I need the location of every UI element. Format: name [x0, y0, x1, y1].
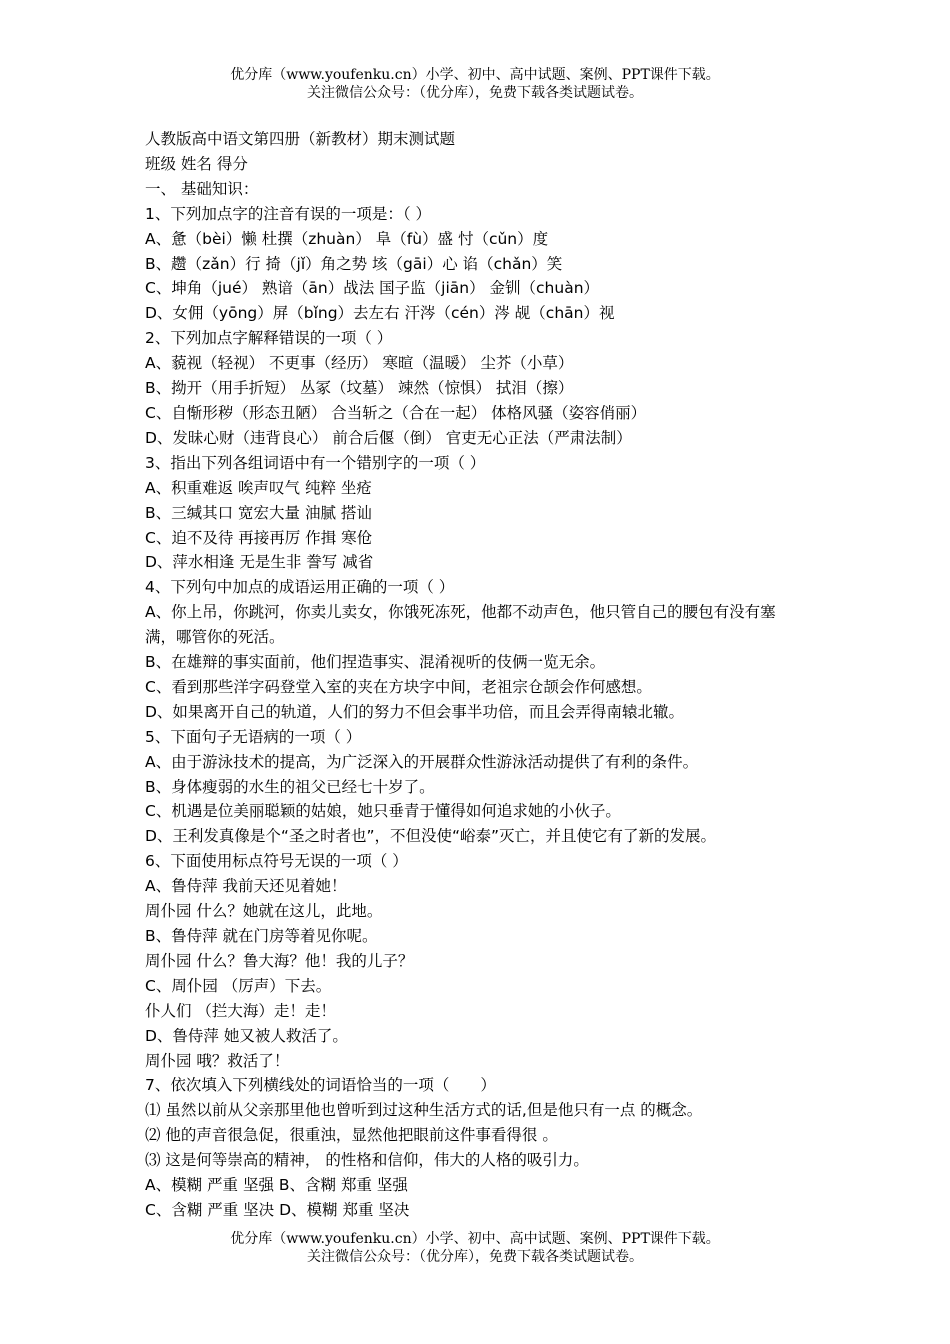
- question-3-stem: 3、指出下列各组词语中有一个错别字的一项（ ）: [145, 453, 486, 472]
- question-5-option-c: C、机遇是位美丽聪颖的姑娘，她只垂青于懂得如何追求她的小伙子。: [145, 802, 621, 821]
- question-7-sentence-1: ⑴ 虽然以前从父亲那里他也曾听到过这种生活方式的话,但是他只有一点 的概念。: [145, 1101, 703, 1120]
- question-6-option-c-line-2: 仆人们 （拦大海）走！走！: [145, 1001, 336, 1020]
- question-4-option-c: C、看到那些洋字码登堂入室的夹在方块字中间，老祖宗仓颉会作何感想。: [145, 677, 652, 696]
- question-6-option-d-line-1: D、鲁侍萍 她又被人救活了。: [145, 1026, 348, 1045]
- question-4-stem: 4、下列句中加点的成语运用正确的一项（ ）: [145, 578, 455, 597]
- question-6-option-a-line-2: 周仆园 什么？她就在这儿，此地。: [145, 902, 383, 921]
- document-body: [145, 127, 805, 1223]
- question-3-option-b: B、三缄其口 宽宏大量 油腻 搭讪: [145, 503, 372, 522]
- section-heading: 一、 基础知识：: [145, 179, 259, 198]
- header-line-1: 优分库（www.youfenku.cn）小学、初中、高中试题、案例、PPT课件下载。: [230, 67, 720, 83]
- question-5-option-a: A、由于游泳技术的提高，为广泛深入的开展群众性游泳活动提供了有利的条件。: [145, 752, 699, 771]
- footer-line-1: 优分库（www.youfenku.cn）小学、初中、高中试题、案例、PPT课件下载。: [230, 1231, 720, 1247]
- question-1-stem: 1、下列加点字的注音有误的一项是：（ ）: [145, 204, 432, 223]
- question-4-option-a: A、你上吊，你跳河，你卖儿卖女，你饿死冻死，他都不动声色，他只管自己的腰包有没有塞满，哪管你的死活。: [145, 603, 776, 647]
- question-3-option-d: D、萍水相逢 无是生非 誊写 减省: [145, 553, 374, 572]
- question-6-option-b-line-2: 周仆园 什么？鲁大海？他！我的儿子？: [145, 951, 414, 970]
- question-5-stem: 5、下面句子无语病的一项（ ）: [145, 727, 362, 746]
- footer-line-2: 关注微信公众号：（优分库），免费下载各类试题试卷。: [307, 1249, 643, 1265]
- question-4-option-d: D、如果离开自己的轨道，人们的努力不但会事半功倍，而且会弄得南辕北辙。: [145, 702, 684, 721]
- question-2-stem: 2、下列加点字解释错误的一项（ ）: [145, 329, 393, 348]
- question-1-option-d: D、女佣（yōng）屏（bǐng）去左右 汗涔（cén）涔 觇（chān）视: [145, 304, 615, 323]
- question-2-option-a: A、藐视（轻视） 不更事（经历） 寒暄（温暖） 尘芥（小草）: [145, 354, 574, 373]
- question-2-option-c: C、自惭形秽（形态丑陋） 合当斩之（合在一起） 体格风骚（姿容俏丽）: [145, 403, 647, 422]
- page-footer: [0, 1230, 950, 1266]
- student-info-line: 班级 姓名 得分: [145, 154, 248, 173]
- header-line-2: 关注微信公众号：（优分库），免费下载各类试题试卷。: [307, 85, 643, 101]
- question-5-option-d: D、王利发真像是个“圣之时者也”，不但没使“峪泰”灭亡，并且使它有了新的发展。: [145, 827, 717, 846]
- question-6-option-c-line-1: C、周仆园 （厉声）下去。: [145, 976, 332, 995]
- question-6-option-b-line-1: B、鲁侍萍 就在门房等着见你呢。: [145, 927, 378, 945]
- question-1-option-c: C、坤角（jué） 熟谙（ān）战法 国子监（jiān） 金钏（chuàn）: [145, 279, 600, 298]
- question-2-option-b: B、拗开（用手折短） 丛冢（坟墓） 竦然（惊惧） 拭泪（擦）: [145, 379, 574, 398]
- question-7-options-ab: A、模糊 严重 坚强 B、含糊 郑重 坚强: [145, 1176, 408, 1195]
- question-6-option-d-line-2: 周仆园 哦？救活了！: [145, 1051, 290, 1070]
- question-3-option-c: C、迫不及待 再接再厉 作揖 寒伧: [145, 528, 373, 547]
- question-6-stem: 6、下面使用标点符号无误的一项（ ）: [145, 852, 408, 871]
- question-2-option-d: D、发昧心财（违背良心） 前合后偃（倒） 官吏无心正法（严肃法制）: [145, 428, 632, 447]
- question-6-option-a-line-1: A、鲁侍萍 我前天还见着她！: [145, 877, 347, 896]
- question-1-option-a: A、惫（bèi）懒 杜撰（zhuàn） 阜（fù）盛 忖（cǔn）度: [145, 229, 549, 248]
- question-7-sentence-2: ⑵ 他的声音很急促，很重浊，显然他把眼前这件事看得很 。: [145, 1126, 558, 1145]
- question-7-sentence-3: ⑶ 这是何等崇高的精神， 的性格和信仰，伟大的人格的吸引力。: [145, 1151, 589, 1170]
- document-title: 人教版高中语文第四册（新教材）期末测试题: [145, 130, 456, 148]
- page-header: [0, 66, 950, 102]
- question-3-option-a: A、积重难返 唉声叹气 纯粹 坐疮: [145, 478, 372, 497]
- question-4-option-b: B、在雄辩的事实面前，他们捏造事实、混淆视听的伎俩一览无余。: [145, 653, 606, 672]
- question-7-stem: 7、依次填入下列横线处的词语恰当的一项（ ）: [145, 1076, 496, 1095]
- question-1-option-b: B、趱（zǎn）行 掎（jǐ）角之势 垓（gāi）心 谄（chǎn）笑: [145, 254, 563, 273]
- question-5-option-b: B、身体瘦弱的水生的祖父已经七十岁了。: [145, 777, 435, 796]
- question-7-options-cd: C、含糊 严重 坚决 D、模糊 郑重 坚决: [145, 1200, 410, 1219]
